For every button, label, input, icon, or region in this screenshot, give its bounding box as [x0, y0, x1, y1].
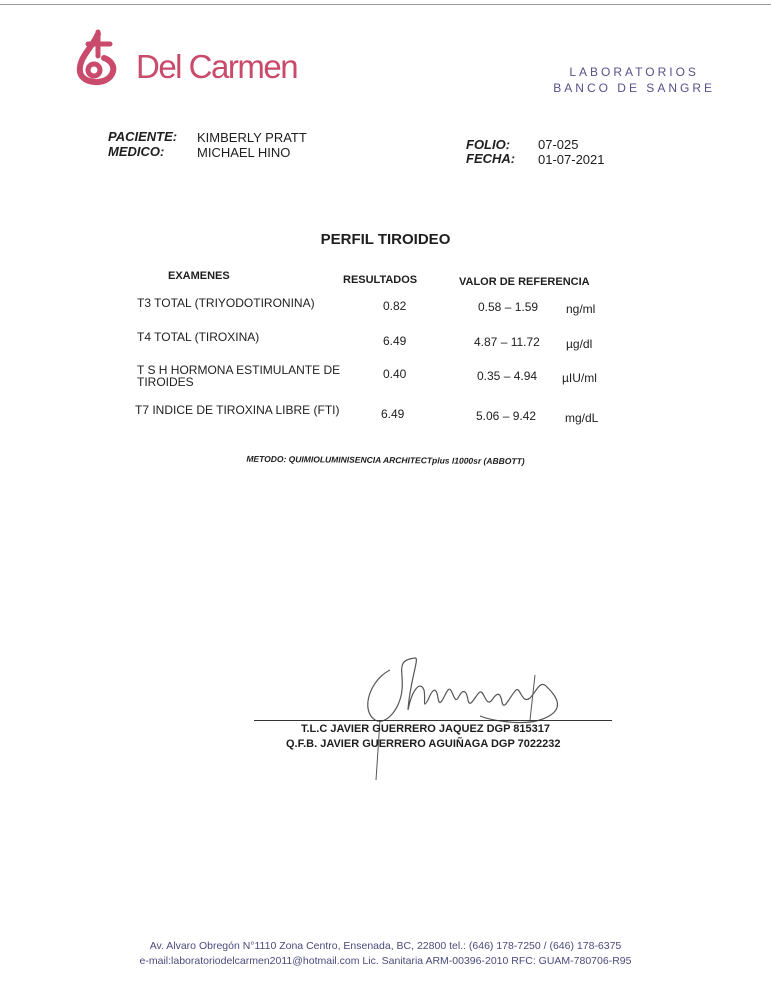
- exam-name: T4 TOTAL (TIROXINA): [137, 330, 260, 344]
- exam-result: 0.82: [383, 299, 407, 313]
- exam-name: T7 INDICE DE TIROXINA LIBRE (FTI): [135, 403, 340, 417]
- exam-result: 6.49: [383, 334, 407, 348]
- exam-reference: 5.06 – 9.42: [476, 409, 537, 423]
- exam-reference: 4.87 – 11.72: [474, 335, 540, 349]
- footer-address: Av. Alvaro Obregón N°1110 Zona Centro, Ensenada, BC, 22800 tel.: (646) 178-7250 / (646) 178-6375: [149, 940, 622, 952]
- fecha-value: 01-07-2021: [538, 152, 605, 167]
- exam-name-line-2: TIROIDES: [137, 375, 194, 389]
- paciente-value: KIMBERLY PRATT: [197, 130, 307, 145]
- lab-line-1: LABORATORIOS: [569, 65, 699, 79]
- exam-reference: 0.58 – 1.59: [478, 300, 539, 314]
- exam-unit: µg/dl: [566, 337, 593, 351]
- footer-contact: e-mail:laboratoriodelcarmen2011@hotmail.com Lic. Sanitaria ARM-00396-2010 RFC: GUAM-780706-R95: [139, 955, 632, 967]
- exam-result: 0.40: [383, 367, 407, 381]
- signer-2: Q.F.B. JAVIER GUERRERO AGUIÑAGA DGP 7022232: [286, 738, 561, 750]
- exam-unit: mg/dL: [565, 411, 599, 425]
- folio-value: 07-025: [538, 137, 579, 152]
- lab-heading: [553, 64, 715, 96]
- header-result: RESULTADOS: [343, 274, 418, 286]
- fecha-label: FECHA:: [466, 151, 516, 166]
- folio-label: FOLIO:: [466, 137, 511, 152]
- method-note: METODO: QUIMIOLUMINISENCIA ARCHITECTplus I1000sr (ABBOTT): [246, 453, 525, 467]
- paciente-label: PACIENTE:: [108, 129, 178, 144]
- brand-name: Del Carmen: [136, 48, 298, 85]
- lab-line-2: BANCO DE SANGRE: [553, 81, 715, 95]
- exam-reference: 0.35 – 4.94: [477, 369, 538, 383]
- signature-line: [254, 720, 612, 721]
- exam-name: T3 TOTAL (TRIYODOTIRONINA): [137, 296, 315, 310]
- exam-name-line-1: T S H HORMONA ESTIMULANTE DE: [137, 363, 341, 377]
- header-exam: EXAMENES: [168, 270, 230, 282]
- exam-result: 6.49: [381, 407, 405, 421]
- report-title: PERFIL TIROIDEO: [320, 231, 451, 248]
- exam-unit: ng/ml: [566, 302, 596, 316]
- header-reference: VALOR DE REFERENCIA: [459, 276, 590, 288]
- handwritten-signature: [340, 650, 580, 785]
- medico-value: MICHAEL HINO: [197, 145, 291, 160]
- blood-drop-cross-logo-icon: [72, 28, 122, 88]
- top-border-line: [0, 4, 771, 5]
- medico-label: MEDICO:: [108, 144, 165, 159]
- signer-1: T.L.C JAVIER GUERRERO JAQUEZ DGP 815317: [301, 723, 550, 735]
- exam-unit: µIU/ml: [562, 371, 597, 385]
